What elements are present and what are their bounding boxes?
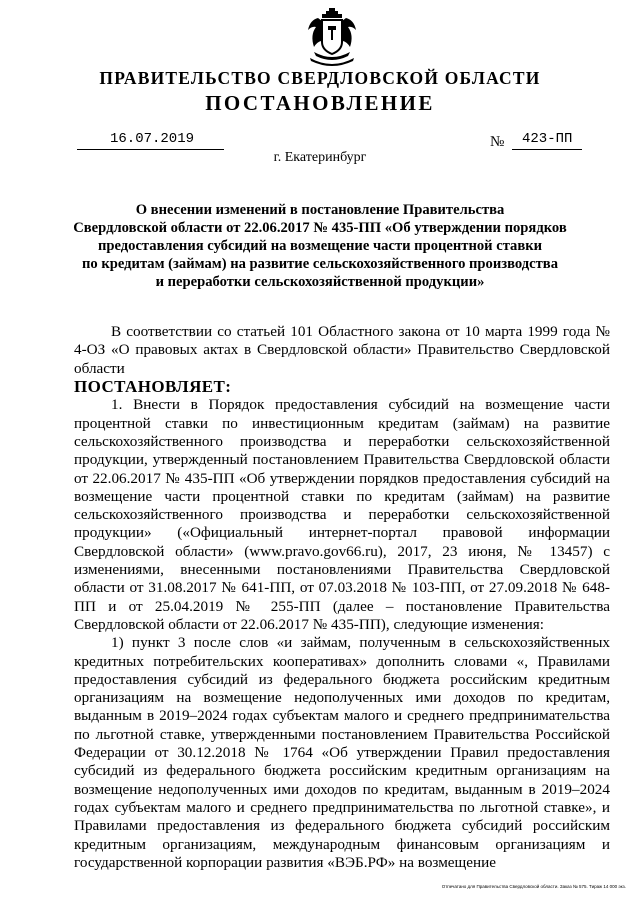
title-line: и переработки сельскохозяйственной продукции» [155,274,485,290]
title-line: предоставления субсидий на возмещение части процентной ставки [97,238,543,254]
decree-word: ПОСТАНОВЛЯЕТ: [74,376,232,396]
title-line: по кредитам (займам) на развитие сельскохозяйственного производства [82,256,558,272]
document-date: 16.07.2019 [110,131,195,147]
coat-of-arms-emblem [300,8,364,70]
paragraph-1-1: 1) пункт 3 после слов «и займам, полученным в сельскохозяйственных кредитных потребительских кооперативах» дополнить словами «, Правилами предоставления субсидий из федерального бюджета российским кредитным организациям на возмещение недополученных ими доходов по кредитам, выданным в 2019–2024 годах субъектам малого и среднего предпринимательства по льготной ставке, утвержденными постановлением Правительства Российской Федерации от 30.12.2018 № 1764 «Об утверждении Правил предоставления субсидий из федерального бюджета российским кредитным организациям на возмещение недополученных ими доходов по кредитам, выданным в 2019–2024 годах субъектам малого и среднего предпринимательства по льготной ставке», и Правилами предоставления из федерального бюджета субсидий российским кредитным организациям, международным финансовым организациям и государственной корпорации развития «ВЭБ.РФ» на возмещение [74,634,610,871]
intro-paragraph: В соответствии со статьей 101 Областного закона от 10 марта 1999 года № 4-ОЗ «О правовых актах в Свердловской области» Правительство Свердловской области [74,323,610,377]
document-type: ПОСТАНОВЛЕНИЕ [205,91,435,115]
print-footer: Отпечатано для Правительства Свердловской области. Заказ № 575. Тираж 14 000 экз. [441,884,626,889]
number-sign: № [490,134,505,150]
document-title [70,201,570,291]
org-name: ПРАВИТЕЛЬСТВО СВЕРДЛОВСКОЙ ОБЛАСТИ [99,68,541,88]
title-line: О внесении изменений в постановление Правительства [135,202,505,218]
document-body [74,323,610,872]
document-number: 423-ПП [522,131,573,147]
city: г. Екатеринбург [273,150,367,165]
paragraph-1: 1. Внести в Порядок предоставления субсидий на возмещение части процентной ставки по инвестиционным кредитам (займам) на развитие сельскохозяйственного производства и переработки сельскохозяйственной продукции, утвержденный постановлением Правительства Свердловской области от 22.06.2017 № 435-ПП «Об утверждении порядков предоставления субсидий на возмещение части процентной ставки по кредитам (займам) на развитие сельскохозяйственного производства и переработки сельскохозяйственной продукции» («Официальный интернет-портал правовой информации Свердловской области» (www.pravo.gov66.ru), 2017, 23 июня, № 13457) с изменениями, внесенными постановлениями Правительства Свердловской области от 31.08.2017 № 641-ПП, от 07.03.2018 № 103-ПП, от 27.09.2018 № 648-ПП и от 25.04.2019 № 255-ПП (далее – постановление Правительства Свердловской области от 22.06.2017 № 435-ПП), следующие изменения: [74,396,610,633]
title-line: Свердловской области от 22.06.2017 № 435-ПП «Об утверждении порядков [73,220,567,236]
